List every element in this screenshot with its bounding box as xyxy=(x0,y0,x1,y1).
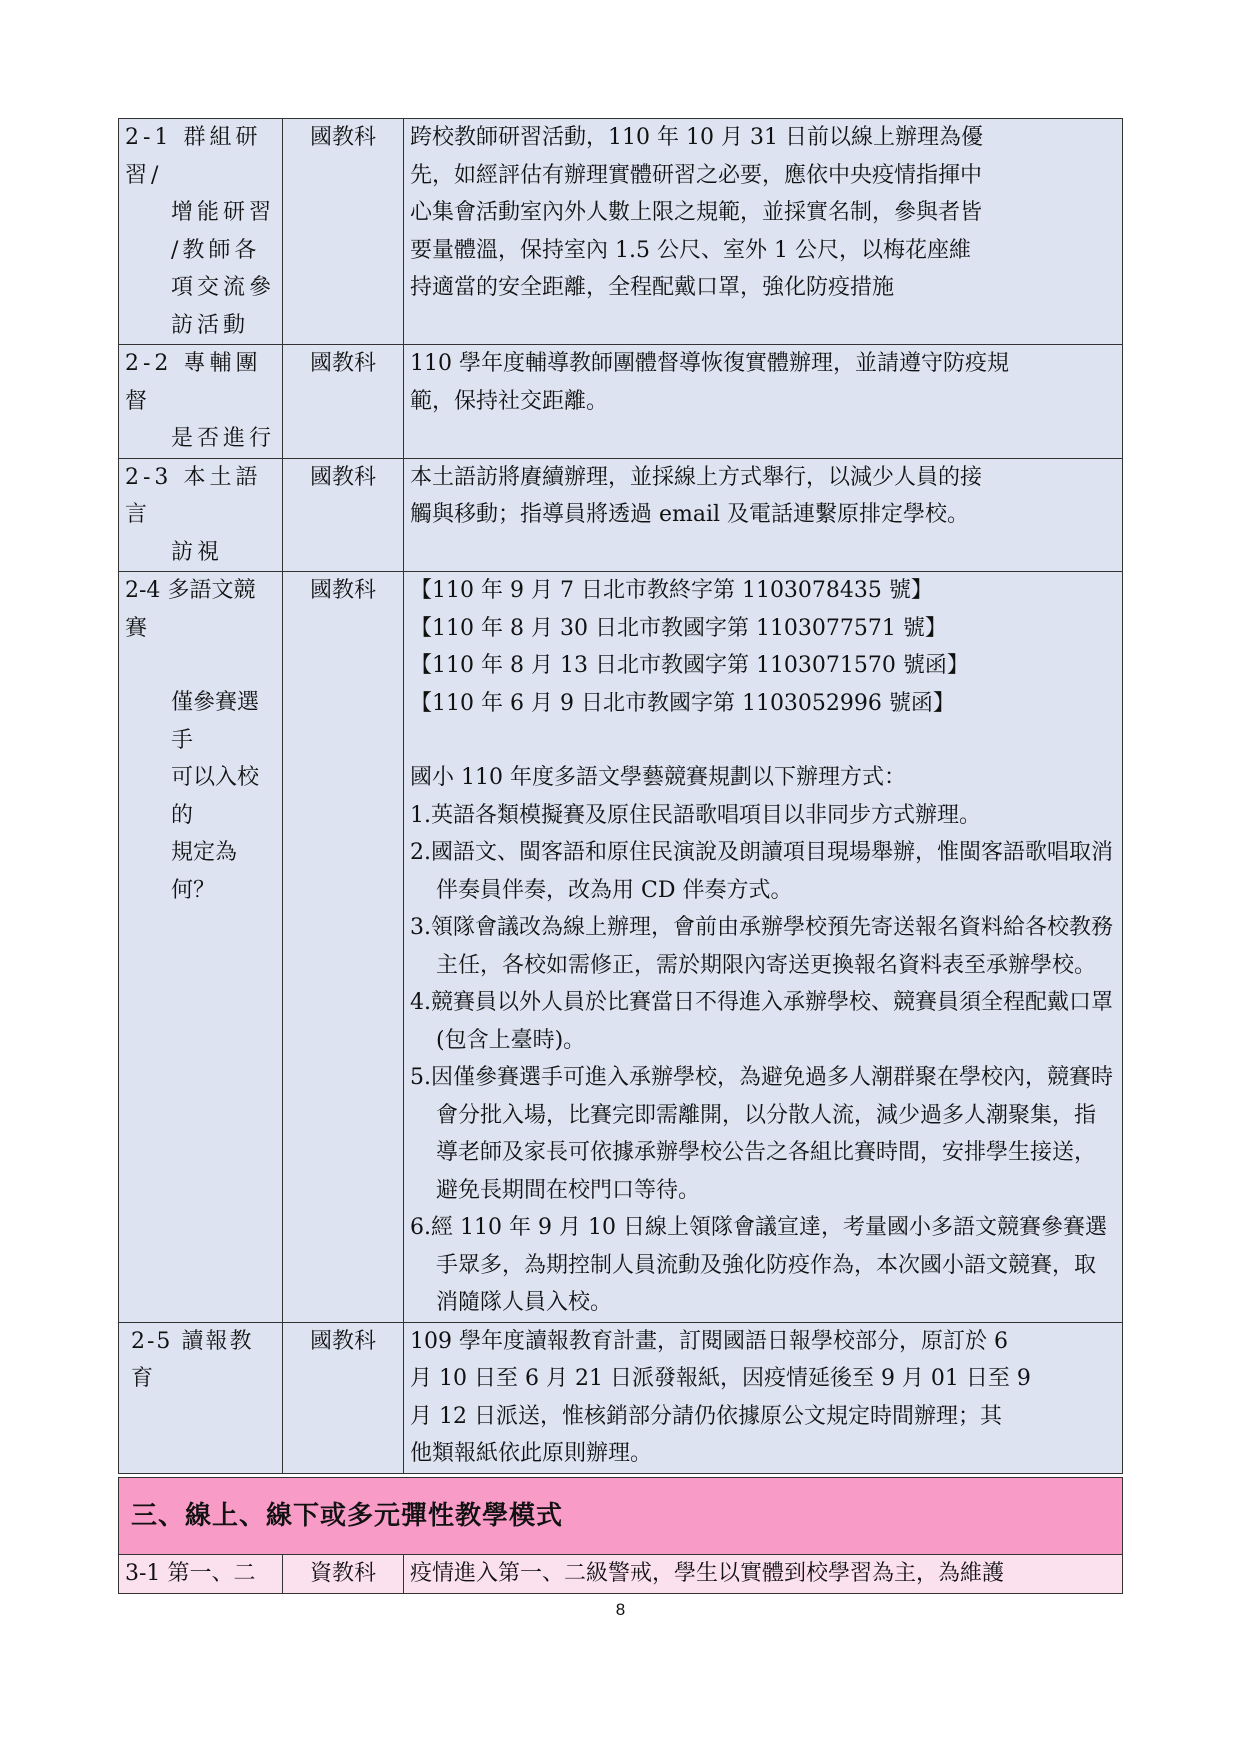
item-label: 專輔團督 xyxy=(125,351,262,414)
item-code: 3-1 xyxy=(125,1561,161,1586)
item-label-cell xyxy=(119,572,283,1323)
item-label: 第一、二 xyxy=(167,1561,256,1586)
item-label: 訪活動 xyxy=(171,312,250,338)
doc-reference: 【110 年 8 月 13 日北市教國字第 1103071570 號函】 xyxy=(410,653,969,678)
list-number: 2. xyxy=(410,840,431,865)
item-code: 2-2 xyxy=(125,351,173,376)
item-label: 群組研習/ xyxy=(125,125,262,188)
list-text: 國語文、閩客語和原住民演說及朗讀項目現場舉辦，惟閩客語歌唱取消伴奏員伴奏，改為用 CD 伴奏方式。 xyxy=(431,840,1114,903)
content-line: 範，保持社交距離。 xyxy=(410,388,609,414)
doc-reference: 【110 年 6 月 9 日北市教國字第 1103052996 號函】 xyxy=(410,690,955,716)
item-label: 訪視 xyxy=(171,539,224,565)
content-cell xyxy=(404,1322,1123,1473)
list-text: 領隊會議改為線上辦理，會前由承辦學校預先寄送報名資料給各校教務主任，各校如需修正，需於期限內寄送更換報名資料表至承辦學校。 xyxy=(431,915,1114,978)
list-item xyxy=(410,834,1116,909)
content-line: 他類報紙依此原則辦理。 xyxy=(410,1441,653,1466)
table-row xyxy=(119,345,1123,459)
content-line: 先，如經評估有辦理實體研習之必要，應依中央疫情指揮中 xyxy=(410,162,983,188)
list-text: 因僅參賽選手可進入承辦學校，為避免過多人潮群聚在學校內，競賽時會分批入場，比賽完即需離開，以分散人流，減少過多人潮聚集，指導老師及家長可依據承辦學校公告之各組比賽時間，安排學生接送，避免長期間在校門口等待。 xyxy=(431,1065,1114,1203)
item-label: 增能研習 xyxy=(171,200,276,225)
content-line: 要量體溫，保持室內 1.5 公尺、室外 1 公尺，以梅花座維 xyxy=(410,237,971,263)
dept-cell: 國教科 xyxy=(283,345,404,459)
list-item xyxy=(410,984,1116,1059)
list-number: 6. xyxy=(410,1215,431,1240)
list-number: 5. xyxy=(410,1065,431,1090)
section-header-row xyxy=(119,1478,1123,1555)
item-label-cell xyxy=(119,1555,283,1594)
section3-table xyxy=(118,1477,1123,1594)
table-row xyxy=(119,572,1123,1323)
list-number: 3. xyxy=(410,915,431,940)
content-line: 觸與移動；指導員將透過 email 及電話連繫原排定學校。 xyxy=(410,502,970,527)
list-text: 競賽員以外人員於比賽當日不得進入承辦學校、競賽員須全程配戴口罩(包含上臺時)。 xyxy=(431,990,1114,1053)
content-line: 心集會活動室內外人數上限之規範，並採實名制，參與者皆 xyxy=(410,200,983,225)
content-cell xyxy=(404,119,1123,345)
item-label: 是否進行 xyxy=(171,426,276,451)
item-code: 2-4 xyxy=(125,578,161,603)
item-label: 讀報教育 xyxy=(131,1328,254,1391)
item-label: 規定為何？ xyxy=(171,840,238,903)
list-text: 經 110 年 9 月 10 日線上領隊會議宣達，考量國小多語文競賽參賽選手眾多，為期控制人員流動及強化防疫作為，本次國小語文競賽，取消隨隊人員入校。 xyxy=(431,1215,1107,1315)
item-label: 僅參賽選手 xyxy=(171,690,260,753)
content-line: 月 12 日派送，惟核銷部分請仍依據原公文規定時間辦理；其 xyxy=(410,1403,1002,1429)
measures-table xyxy=(118,118,1123,1474)
content-line: 110 學年度輔導教師團體督導恢復實體辦理，並請遵守防疫規 xyxy=(410,351,1009,376)
list-item xyxy=(410,797,1116,835)
page-number: 8 xyxy=(615,1600,626,1619)
list-text: 英語各類模擬賽及原住民語歌唱項目以非同步方式辦理。 xyxy=(431,802,982,828)
list-item xyxy=(410,1209,1116,1322)
item-code: 2-3 xyxy=(125,464,173,490)
list-intro: 國小 110 年度多語文學藝競賽規劃以下辦理方式： xyxy=(410,765,906,790)
content-line: 月 10 日至 6 月 21 日派發報紙，因疫情延後至 9 月 01 日至 9 xyxy=(410,1366,1031,1391)
list-number: 1. xyxy=(410,802,431,828)
table-row xyxy=(119,458,1123,572)
item-label-cell xyxy=(119,1322,283,1473)
dept-cell: 國教科 xyxy=(283,119,404,345)
item-label: /教師各 xyxy=(171,237,261,263)
table-row xyxy=(119,1555,1123,1594)
item-label-cell xyxy=(119,119,283,345)
item-code: 2-5 xyxy=(131,1328,173,1354)
list-number: 4. xyxy=(410,990,431,1015)
item-code: 2-1 xyxy=(125,125,173,150)
content-line: 跨校教師研習活動，110 年 10 月 31 日前以線上辦理為優 xyxy=(410,125,983,150)
item-label: 本土語言 xyxy=(125,464,262,527)
item-label-cell xyxy=(119,345,283,459)
item-label-cell xyxy=(119,458,283,572)
content-cell xyxy=(404,458,1123,572)
dept-cell: 國教科 xyxy=(283,1322,404,1473)
content-cell xyxy=(404,572,1123,1323)
table-row xyxy=(119,119,1123,345)
item-label: 多語文競賽 xyxy=(125,578,256,641)
section-title: 三、線上、線下或多元彈性教學模式 xyxy=(119,1478,1123,1555)
content-line: 109 學年度讀報教育計畫，訂閱國語日報學校部分，原訂於 6 xyxy=(410,1328,1008,1354)
list-item xyxy=(410,1059,1116,1209)
item-label: 可以入校的 xyxy=(171,765,260,828)
content-cell xyxy=(404,345,1123,459)
dept-cell: 國教科 xyxy=(283,458,404,572)
doc-reference: 【110 年 8 月 30 日北市教國字第 1103077571 號】 xyxy=(410,615,947,641)
item-label: 項交流參 xyxy=(171,275,276,300)
doc-reference: 【110 年 9 月 7 日北市教終字第 1103078435 號】 xyxy=(410,578,933,603)
dept-cell: 資教科 xyxy=(283,1555,404,1594)
content-cell: 疫情進入第一、二級警戒，學生以實體到校學習為主，為維護 xyxy=(404,1555,1123,1594)
dept-cell: 國教科 xyxy=(283,572,404,1323)
list-item xyxy=(410,909,1116,984)
content-line: 持適當的安全距離，全程配戴口罩，強化防疫措施 xyxy=(410,275,895,300)
table-row xyxy=(119,1322,1123,1473)
content-line: 本土語訪將賡續辦理，並採線上方式舉行，以減少人員的接 xyxy=(410,464,983,490)
